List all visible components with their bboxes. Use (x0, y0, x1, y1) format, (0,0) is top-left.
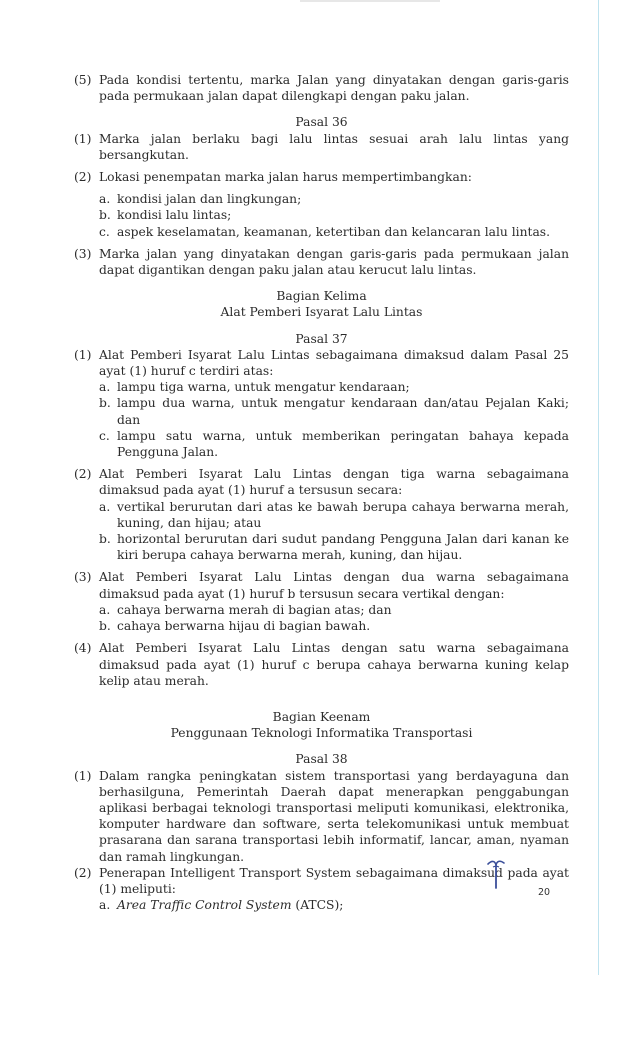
item-text: Penerapan Intelligent Transport System sebagaimana dimaksud pada ayat (1) meliputi: (99, 865, 569, 896)
pasal36-item-2 (74, 169, 569, 185)
list-marker: a. (99, 898, 111, 913)
list-marker: b. (99, 619, 111, 634)
page-number: 20 (538, 887, 551, 898)
item-number: (2) (74, 467, 92, 482)
list-text: vertikal berurutan dari atas ke bawah berupa cahaya berwarna merah, kuning, dan hijau; atau (117, 499, 569, 530)
item-number: (2) (74, 865, 92, 880)
item-text: Alat Pemberi Isyarat Lalu Lintas dengan tiga warna sebagaimana dimaksud pada ayat (1) huruf a tersusun secara: (99, 467, 569, 498)
list-item (99, 379, 569, 395)
pasal35-item-5 (74, 72, 569, 104)
list-item (99, 499, 569, 531)
list-text: lampu dua warna, untuk mengatur kendaraan dan/atau Pejalan Kaki; dan (117, 396, 569, 427)
item-text: Marka jalan yang dinyatakan dengan garis-garis pada permukaan jalan dapat digantikan dengan paku jalan atau kerucut lalu lintas. (99, 246, 569, 278)
list-marker: b. (99, 396, 111, 411)
list-text: aspek keselamatan, keamanan, ketertiban dan kelancaran lalu lintas. (117, 224, 551, 239)
bagian-kelima-subtitle: Alat Pemberi Isyarat Lalu Lintas (220, 305, 423, 320)
item-number: (1) (74, 768, 92, 783)
page-edge-line (598, 0, 599, 975)
pasal38-title: Pasal 38 (295, 752, 348, 767)
list-item (99, 428, 569, 460)
pasal36-item-3 (74, 246, 569, 278)
paraf-signature-icon (485, 858, 507, 890)
list-text: kondisi jalan dan lingkungan; (117, 192, 302, 207)
list-marker: b. (99, 532, 111, 547)
list-text: cahaya berwarna hijau di bagian bawah. (117, 619, 371, 634)
list-text: lampu tiga warna, untuk mengatur kendaraan; (117, 380, 410, 395)
list-marker: b. (99, 208, 111, 223)
item-text: Alat Pemberi Isyarat Lalu Lintas sebagaimana dimaksud dalam Pasal 25 ayat (1) huruf c terdiri atas: (99, 347, 569, 379)
list-text: lampu satu warna, untuk memberikan peringatan bahaya kepada Pengguna Jalan. (117, 428, 569, 460)
item-text: Marka jalan berlaku bagi lalu lintas sesuai arah lalu lintas yang bersangkutan. (99, 131, 569, 162)
list-marker: c. (99, 428, 110, 443)
list-item (99, 207, 569, 223)
item-number: (2) (74, 170, 92, 185)
pasal37-item-2 (74, 466, 569, 498)
pasal37-item-1 (74, 347, 569, 379)
list-text-italic: Area Traffic Control System (117, 898, 292, 913)
item-text: Lokasi penempatan marka jalan harus mempertimbangkan: (99, 170, 472, 185)
pasal36-title: Pasal 36 (295, 115, 348, 130)
list-marker: a. (99, 192, 111, 207)
list-item (99, 191, 569, 207)
list-text: (ATCS); (291, 898, 344, 913)
list-item (99, 531, 569, 563)
pasal37-item-4 (74, 640, 569, 689)
list-marker: c. (99, 224, 110, 239)
list-item (99, 602, 569, 618)
list-marker: a. (99, 380, 111, 395)
item-number: (1) (74, 347, 92, 362)
item-text: Dalam rangka peningkatan sistem transportasi yang berdayaguna dan berhasilguna, Pemerintah Daerah dapat menerapkan penggabungan aplikasi berbagai teknologi transportasi meliputi komunikasi, elektronika, komputer hardware dan software, serta telekomunikasi untuk membuat prasarana dan sarana transportasi lebih informatif, lancar, aman, nyaman dan ramah lingkungan. (99, 768, 569, 864)
bagian-keenam-subtitle: Penggunaan Teknologi Informatika Transportasi (170, 726, 473, 741)
pasal36-item-1 (74, 131, 569, 163)
list-marker: a. (99, 499, 111, 514)
item-number: (5) (74, 73, 92, 87)
list-item (99, 897, 569, 913)
list-marker: a. (99, 602, 111, 617)
item-number: (3) (74, 570, 92, 585)
list-text: kondisi lalu lintas; (117, 208, 232, 223)
list-text: horizontal berurutan dari sudut pandang Pengguna Jalan dari kanan ke kiri berupa cahaya berwarna merah, kuning, dan hijau. (117, 532, 569, 563)
pasal37-item-3 (74, 569, 569, 601)
pasal38-item-1 (74, 768, 569, 865)
list-item (99, 224, 569, 240)
item-text: Pada kondisi tertentu, marka Jalan yang dinyatakan dengan garis-garis pada permukaan jalan dapat dilengkapi dengan paku jalan. (99, 73, 569, 104)
item-number: (3) (74, 246, 92, 261)
item-number: (1) (74, 131, 92, 146)
list-text: cahaya berwarna merah di bagian atas; dan (117, 602, 392, 617)
pasal37-title: Pasal 37 (295, 331, 348, 346)
document-body (74, 72, 569, 913)
item-text: Alat Pemberi Isyarat Lalu Lintas dengan dua warna sebagaimana dimaksud pada ayat (1) huruf b tersusun secara vertikal dengan: (99, 570, 569, 601)
bagian-kelima-title: Bagian Kelima (276, 289, 367, 304)
item-number: (4) (74, 641, 92, 656)
scan-artifact (300, 0, 440, 2)
bagian-keenam-title: Bagian Keenam (272, 709, 371, 724)
list-item (99, 395, 569, 427)
list-item (99, 618, 569, 634)
item-text: Alat Pemberi Isyarat Lalu Lintas dengan satu warna sebagaimana dimaksud pada ayat (1) huruf c berupa cahaya berwarna kuning kelap kelip atau merah. (99, 641, 569, 688)
